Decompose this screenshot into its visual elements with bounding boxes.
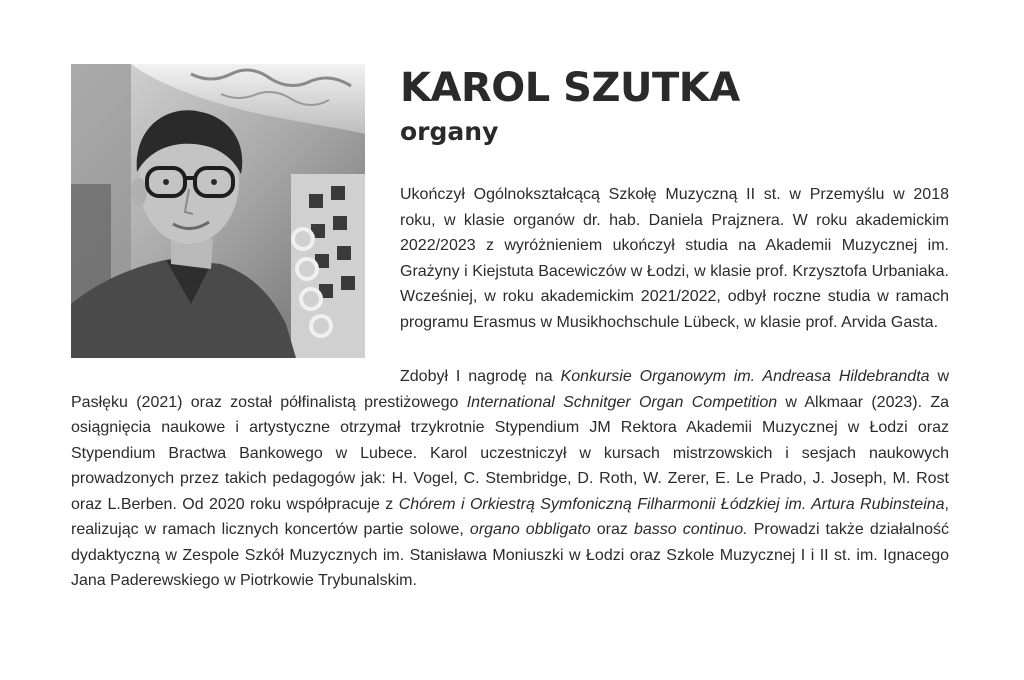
bio-text: , realizując w ramach licznych koncertów partie solowe,	[71, 495, 949, 538]
bio-paragraph-2	[71, 364, 949, 594]
bio-term-obbligato: organo obbligato	[469, 521, 591, 538]
bio-ensemble: Chórem i Orkiestrą Symfoniczną Filharmonii Łódzkiej im. Artura Rubinsteina	[398, 495, 945, 513]
bio-text: w Alkmaar (2023). Za osiągnięcia naukowe i artystyczne otrzymał trzykrotnie Stypendium JM Rektora Akademii Muzycznej w Łodzi oraz Stypendium Bractwa Bankowego w Lubece. Karol uczestniczył w kursach mistrzowskich i sesjach naukowych prowadzonych przez takich pedagogów jak: H. Vogel, C. Stembridge, D. Roth, W. Zerer, E. Le Prado, J. Joseph, M. Rost oraz L.Berben. Od 2020 roku współpracuje z	[71, 393, 950, 513]
bio-text: Zdobył I nagrodę na	[400, 368, 561, 385]
bio-text: oraz	[590, 521, 634, 538]
bio-term-continuo: basso continuo.	[633, 521, 748, 538]
portrait-illustration	[71, 64, 365, 358]
bio-text: Prowadzi także działalność dydaktyczną w Zespole Szkół Muzycznych im. Stanisława Moniuszki w Łodzi oraz Szkole Muzycznej I i II st. im. Ignacego Jana Paderewskiego w Piotrkowie Trybunalskim.	[71, 521, 949, 589]
portrait-photo	[71, 64, 365, 358]
bio-competition-1: Konkursie Organowym im. Andreasa Hildebrandta	[560, 368, 930, 385]
bio-text: w Pasłęku (2021) oraz został półfinalistą prestiżowego	[71, 368, 950, 411]
bio-paragraph-1: Ukończył Ogólnokształcącą Szkołę Muzyczną II st. w Przemyślu w 2018 roku, w klasie organów dr. hab. Daniela Prajznera. W roku akademickim 2022/2023 z wyróżnieniem ukończył studia na Akademii Muzycznej im. Grażyny i Kiejstuta Bacewiczów w Łodzi, w klasie prof. Krzysztofa Urbaniaka. Wcześniej, w roku akademickim 2021/2022, odbył roczne studia w ramach programu Erasmus w Musikhochschule Lübeck, w klasie prof. Arvida Gasta.	[400, 186, 949, 331]
bio-competition-2: International Schnitger Organ Competition	[466, 393, 778, 411]
performer-name: KAROL SZUTKA	[400, 65, 740, 111]
performer-instrument: organy	[400, 117, 499, 146]
